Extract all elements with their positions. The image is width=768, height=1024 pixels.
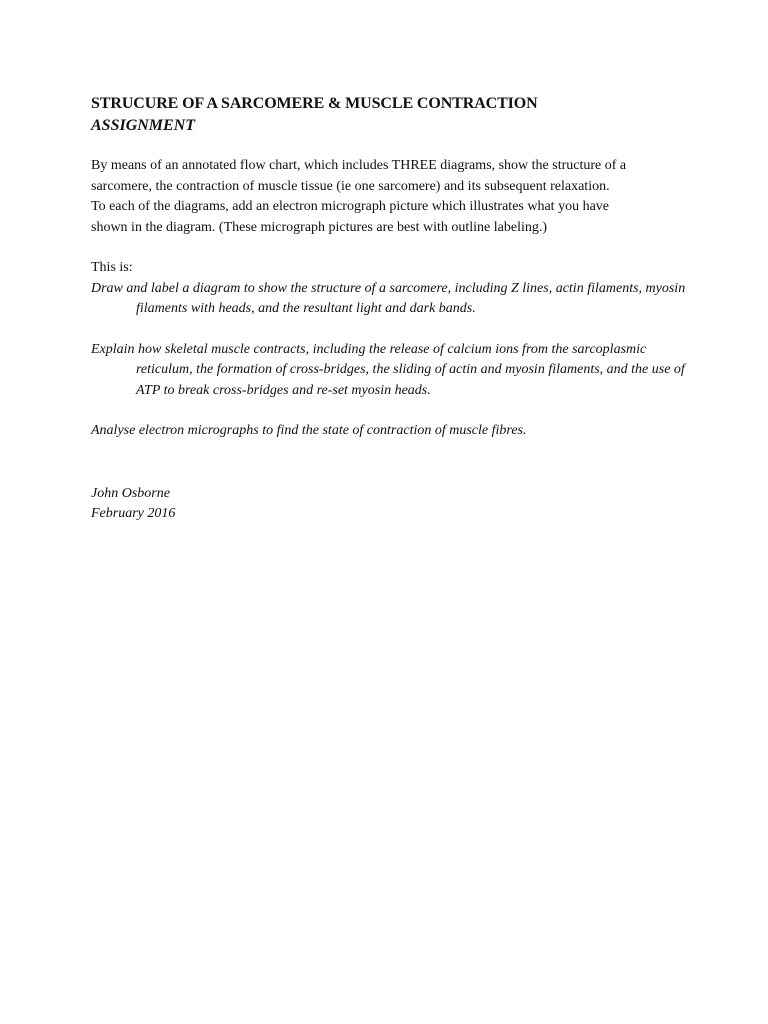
document-body [91,93,691,525]
objective-item: Draw and label a diagram to show the structure of a sarcomere, including Z lines, actin filaments, myosin filaments with heads, and the resultant light and dark bands. [91,280,686,316]
spacer [91,401,691,421]
intro-line: sarcomere, the contraction of muscle tissue (ie one sarcomere) and its subsequent relaxation. [91,178,610,194]
intro-line: By means of an annotated flow chart, which includes THREE diagrams, show the structure of a [91,158,627,173]
author-block [91,484,691,525]
intro-paragraph [91,156,691,238]
document-subtitle: ASSIGNMENT [91,117,196,134]
document-date: February 2016 [91,506,176,521]
document-title: STRUCURE OF A SARCOMERE & MUSCLE CONTRACTION [91,95,538,112]
author-name: John Osborne [91,485,170,501]
objectives-lead: This is: [91,260,133,275]
objective-item: Analyse electron micrographs to find the state of contraction of muscle fibres. [91,423,527,438]
intro-line: To each of the diagrams, add an electron micrograph picture which illustrates what you have [91,199,609,214]
spacer [91,320,691,340]
objective-item: Explain how skeletal muscle contracts, including the release of calcium ions from the sarcoplasmic reticulum, the formation of cross-bridges, the sliding of actin and myosin filaments, and the use of ATP to break cross-bridges and re-set myosin heads. [91,341,685,398]
spacer [91,238,691,258]
intro-line: shown in the diagram. (These micrograph pictures are best with outline labeling.) [91,219,548,235]
